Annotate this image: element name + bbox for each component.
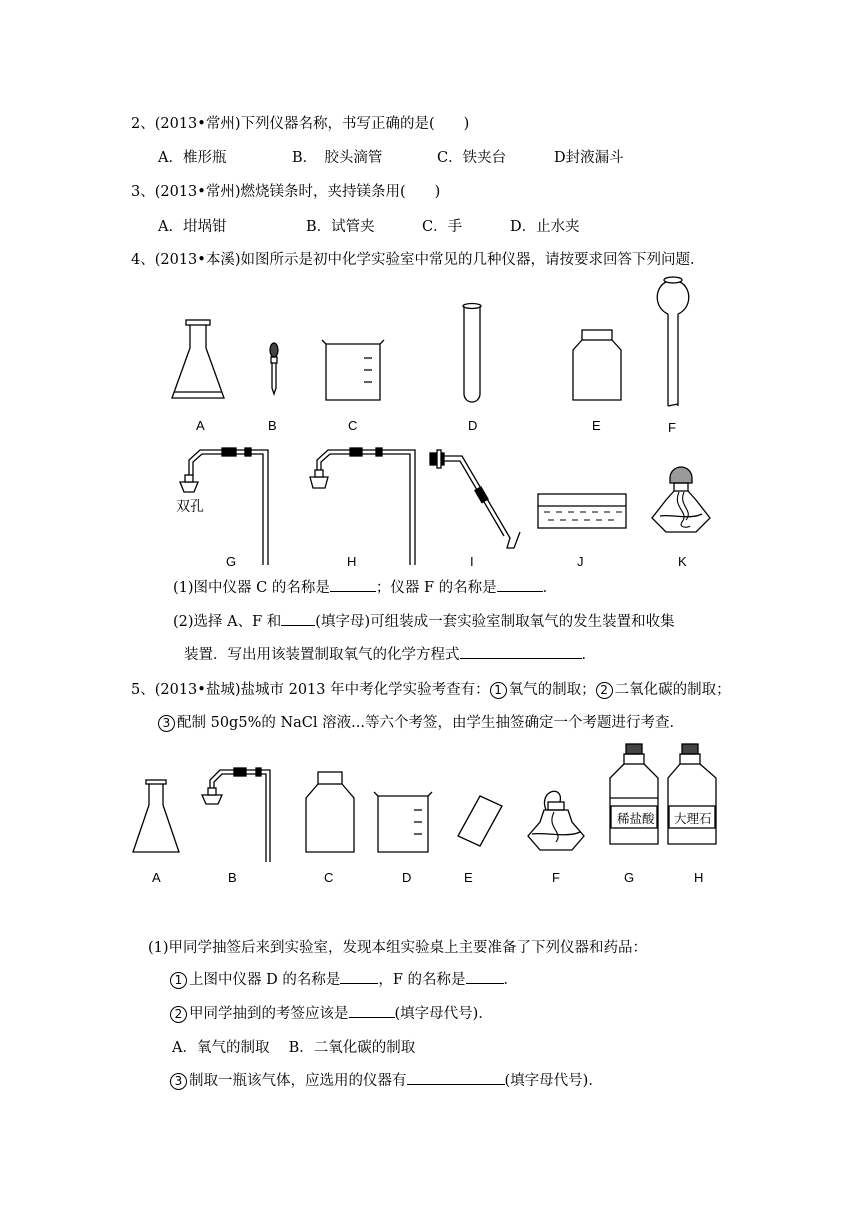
bottle-label-hcl: 稀盐酸 [617, 812, 655, 826]
answer-blank[interactable] [281, 611, 315, 626]
q5-step3: 3 制取一瓶该气体，应选用的仪器有 (填字母代号)． [170, 1069, 603, 1090]
gas-bottle-e [573, 330, 621, 400]
q5-stem-line2: 3 配制 50g5%的 NaCl 溶液...等六个考签，由学生抽签确定一个考题进行考查． [158, 711, 684, 732]
q2-option-b: B． 胶头滴管 [292, 150, 383, 166]
q4-sub2-line2: 装置．写出用该装置制取氧气的化学方程式 ． [184, 643, 596, 664]
fig5-label-b: B [228, 870, 237, 885]
answer-blank[interactable] [340, 969, 378, 984]
q5-choices: A．氧气的制取 B．二氧化碳的制取 [172, 1040, 416, 1056]
q5-stem: 5、(2013•盐城)盐城市 2013 年中考化学实验考查有： 1 氧气的制取； 2 二氧化碳的制取； [131, 682, 731, 698]
q3-option-d: D．止水夹 [510, 219, 580, 235]
circled-number: 1 [170, 972, 187, 989]
q3-stem: 3、(2013•常州)燃烧镁条时，夹持镁条用( ) [131, 184, 441, 200]
circled-number: 1 [490, 682, 507, 699]
water-trough-j [538, 494, 626, 528]
q2-option-c: C．铁夹台 [437, 150, 507, 166]
beaker-c [322, 340, 384, 400]
fig4-label-i: I [470, 554, 474, 569]
fig5-label-g: G [624, 870, 635, 885]
q5-step2: 2 甲同学抽到的考签应该是 (填字母代号)． [170, 1002, 493, 1023]
bent-tube-i [430, 450, 520, 548]
alcohol-lamp-f [528, 791, 584, 850]
fig4-label-g: G [226, 554, 237, 569]
fig4-label-b: B [268, 418, 277, 433]
q4-stem: 4、(2013•本溪)如图所示是初中化学实验室中常见的几种仪器，请按要求回答下列问题． [131, 252, 705, 268]
fig4-label-c: C [348, 418, 358, 433]
fig4-label-k: K [678, 554, 687, 569]
gas-bottle-c [306, 772, 354, 852]
test-tube-d [463, 304, 481, 403]
q2-option-d: D封液漏斗 [554, 150, 624, 166]
q2-stem: 2、(2013•常州)下列仪器名称，书写正确的是( ) [131, 116, 470, 132]
circled-number: 2 [170, 1006, 187, 1023]
glass-slide-e [458, 796, 502, 846]
fig4-label-a: A [196, 418, 205, 433]
delivery-tube-b [202, 768, 270, 862]
q3-option-a: A．坩埚钳 [158, 219, 227, 235]
q4-figure [150, 270, 720, 575]
long-neck-funnel-f [657, 277, 689, 406]
fig4-label-h: H [347, 554, 357, 569]
bottle-label-marble: 大理石 [674, 812, 712, 826]
answer-blank[interactable] [330, 577, 376, 592]
answer-blank[interactable] [460, 644, 582, 659]
fig4-note-shuangkong: 双孔 [176, 498, 204, 514]
circled-number: 2 [596, 682, 613, 699]
fig4-label-j: J [577, 554, 584, 569]
q5-figure [128, 740, 728, 890]
fig4-label-e: E [592, 418, 601, 433]
circled-number: 3 [170, 1073, 187, 1090]
q2-option-a: A．椎形瓶 [158, 150, 227, 166]
alcohol-lamp-k [652, 467, 710, 532]
q5-sub1: (1)甲同学抽签后来到实验室，发现本组实验桌上主要准备了下列仪器和药品： [148, 940, 648, 956]
answer-blank[interactable] [466, 969, 504, 984]
fig5-label-c: C [324, 870, 334, 885]
fig4-label-f: F [668, 420, 676, 435]
reagent-bottle-g [610, 744, 658, 844]
fig4-label-d: D [468, 418, 478, 433]
fig5-label-a: A [152, 870, 161, 885]
q3-option-b: B．试管夹 [306, 219, 375, 235]
fig5-label-f: F [552, 870, 560, 885]
q4-sub1: (1)图中仪器 C 的名称是 ；仪器 F 的名称是 ． [173, 576, 557, 597]
conical-flask-a [172, 320, 224, 398]
delivery-tube-h [310, 448, 415, 565]
q3-option-c: C．手 [422, 219, 463, 235]
conical-flask-a [133, 780, 179, 852]
fig5-label-e: E [464, 870, 473, 885]
q5-step1: 1 上图中仪器 D 的名称是 ，F 的名称是 ． [170, 968, 518, 989]
answer-blank[interactable] [407, 1070, 505, 1085]
fig5-label-h: H [694, 870, 704, 885]
circled-number: 3 [158, 715, 175, 732]
beaker-d [374, 792, 432, 852]
q4-sub2: (2)选择 A、F 和 (填字母)可组装成一套实验室制取氧气的发生装置和收集 [173, 610, 675, 631]
reagent-bottle-h [668, 744, 716, 844]
fig5-label-d: D [402, 870, 412, 885]
answer-blank[interactable] [497, 577, 543, 592]
dropper-b [270, 343, 278, 394]
answer-blank[interactable] [349, 1003, 395, 1018]
